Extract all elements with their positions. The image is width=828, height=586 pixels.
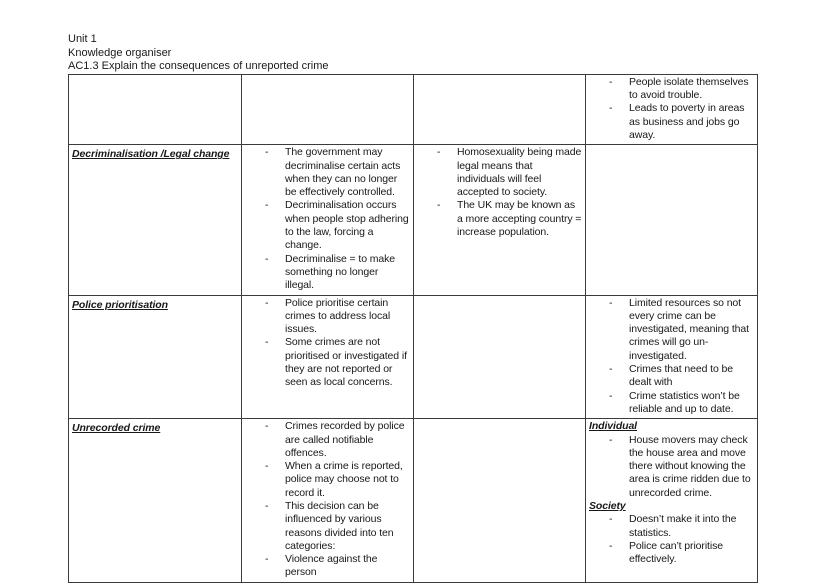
table-cell-description [242,419,414,583]
bullet-marker: - [265,420,269,433]
table-row-continuation [69,74,758,144]
bullet-item [245,199,410,252]
bullet-text: The government may decriminalise certain acts when they can no longer be effectively controlled. [285,146,401,199]
bullet-text: The UK may be known as a more accepting country = increase population. [457,199,582,239]
bullet-item [245,336,410,389]
bullet-text: Violence against the person [285,553,378,579]
row-label: Unrecorded crime [72,422,161,435]
doc-header-line-1: Unit 1 [68,33,97,45]
knowledge-organiser-table [68,74,758,583]
bullet-item [589,297,754,363]
bullet-item [245,297,410,337]
bullet-text: This decision can be influenced by various reasons divided into ten categories: [285,499,394,552]
bullet-text: Doesn’t make it into the statistics. [629,513,737,539]
bullet-text: Decriminalisation occurs when people stop adhering to the law, forcing a change. [285,199,409,252]
table-row-police-prioritisation [69,295,758,419]
table-cell-topic [69,145,242,295]
bullet-marker: - [437,146,441,159]
row-label: Decriminalisation /Legal change [72,148,230,161]
bullet-item [589,363,754,390]
table-cell-example [414,145,586,295]
table-cell-consequences [586,295,758,419]
table-row-decriminalisation [69,145,758,295]
bullet-text: Crime statistics won’t be reliable and up to date. [629,389,740,415]
table-cell-topic [69,419,242,583]
bullet-marker: - [609,75,613,88]
bullet-item [245,553,410,580]
table-cell-empty [69,74,242,144]
table-cell-consequences [586,74,758,144]
bullet-marker: - [265,296,269,309]
table-cell-consequences [586,419,758,583]
bullet-text: Police prioritise certain crimes to address local issues. [285,296,391,336]
bullet-marker: - [265,499,269,512]
bullet-text: People isolate themselves to avoid trouble. [629,75,749,102]
bullet-item [589,513,754,540]
table-cell-description [242,295,414,419]
bullet-text: Some crimes are not prioritised or investigated if they are not reported or seen as local concerns. [285,336,407,389]
bullet-marker: - [609,513,613,526]
bullet-item [589,540,754,567]
bullet-marker: - [609,433,613,446]
bullet-text: Homosexuality being made legal means that individuals will feel accepted to society. [457,146,582,199]
table-cell-empty [242,74,414,144]
table-cell-topic [69,295,242,419]
bullet-item [589,76,754,103]
bullet-text: Police can’t prioritise effectively. [629,539,723,566]
document-header [68,33,758,74]
bullet-item [417,199,582,239]
table-cell-description [242,145,414,295]
bullet-item [245,420,410,460]
bullet-marker: - [265,252,269,265]
row-label: Police prioritisation [72,298,168,311]
bullet-text: House movers may check the house area and move there without knowing the area is crime ridden due to unrecorded crime. [629,433,751,499]
bullet-marker: - [609,363,613,376]
bullet-text: Decriminalise = to make something no longer illegal. [285,252,396,292]
bullet-marker: - [265,199,269,212]
bullet-item [417,146,582,199]
bullet-text: Crimes recorded by police are called notifiable offences. [285,420,405,459]
bullet-item [589,102,754,142]
table-cell-empty [586,145,758,295]
bullet-item [589,390,754,417]
bullet-marker: - [265,460,269,473]
section-heading-society: Society [589,499,626,512]
table-cell-empty [414,74,586,144]
bullet-text: Limited resources so not every crime can be investigated, meaning that crimes will go un-investigated. [629,296,749,362]
bullet-marker: - [265,336,269,349]
bullet-item [245,253,410,293]
bullet-text: Leads to poverty in areas as business and jobs go away. [629,102,745,141]
table-cell-empty [414,295,586,419]
bullet-marker: - [609,389,613,402]
bullet-marker: - [265,553,269,566]
document-page [68,33,758,583]
bullet-marker: - [609,296,613,309]
bullet-marker: - [265,146,269,159]
bullet-text: Crimes that need to be dealt with [629,363,734,389]
table-cell-empty [414,419,586,583]
doc-header-line-2: Knowledge organiser [68,46,172,59]
bullet-text: When a crime is reported, police may choose not to record it. [285,460,403,499]
bullet-marker: - [609,539,613,552]
doc-header-line-3: AC1.3 Explain the consequences of unreported crime [68,60,329,73]
bullet-marker: - [437,199,441,212]
section-heading-individual: Individual [589,420,638,433]
bullet-marker: - [609,102,613,115]
bullet-item [245,146,410,199]
bullet-item [589,434,754,500]
bullet-item [245,460,410,500]
bullet-item [245,500,410,553]
table-row-unrecorded-crime [69,419,758,583]
